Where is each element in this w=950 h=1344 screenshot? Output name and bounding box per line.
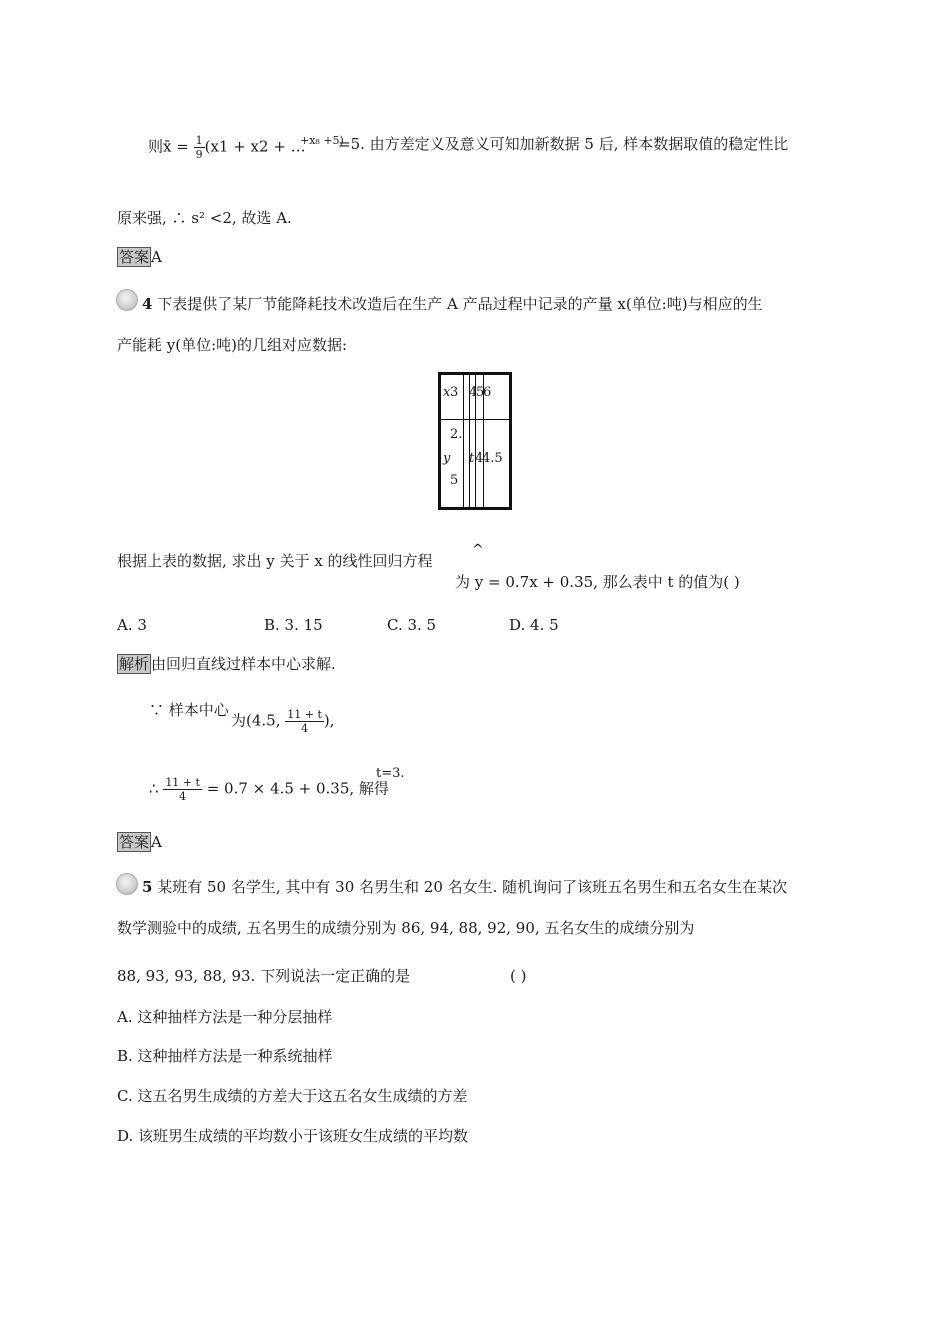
step1-paren-open: (4.5, bbox=[246, 711, 286, 730]
analysis-tag: 解析 bbox=[119, 655, 150, 673]
intro-tail: =5. 由方差定义及意义可知加新数据 5 后, 样本数据取值的稳定性比 bbox=[338, 135, 789, 153]
q4-stem-line1 bbox=[142, 294, 763, 314]
step1-frac-den: 4 bbox=[301, 722, 309, 735]
q5-answer-paren: ( ) bbox=[510, 967, 527, 985]
answer-row-2 bbox=[117, 832, 162, 852]
q4-option-a[interactable]: A. 3 bbox=[117, 616, 147, 634]
step2-fraction bbox=[163, 776, 202, 803]
step1-paren-close: ), bbox=[323, 711, 335, 730]
q5-option-c[interactable]: C. 这五名男生成绩的方差大于这五名女生成绩的方差 bbox=[117, 1087, 468, 1105]
q4-option-c[interactable]: C. 3. 5 bbox=[387, 616, 437, 634]
fraction-one-ninth bbox=[194, 134, 205, 161]
answer-value: A bbox=[151, 248, 162, 266]
table-y-label: y bbox=[443, 451, 451, 466]
q4-regression-formula: 为 y = 0.7x + 0.35, 那么表中 t 的值为( ) bbox=[455, 573, 740, 591]
q5-option-b[interactable]: B. 这种抽样方法是一种系统抽样 bbox=[117, 1047, 333, 1065]
table-x-4: 4 bbox=[469, 385, 478, 400]
q5-stem-text1: 某班有 50 名学生, 其中有 30 名男生和 20 名女生. 随机询问了该班五名男生和五名女生在某次 bbox=[157, 878, 788, 896]
q4-option-b[interactable]: B. 3. 15 bbox=[264, 616, 323, 634]
q4-regression-prefix: 根据上表的数据, 求出 y 关于 x 的线性回归方程 bbox=[117, 552, 433, 570]
q4-step1-line bbox=[231, 708, 335, 735]
q4-step1-prefix: ∵ 样本中心 bbox=[149, 701, 229, 719]
q4-step2-result: t=3. bbox=[376, 766, 405, 781]
q4-number: 4 bbox=[142, 295, 153, 313]
step1-fraction bbox=[285, 708, 324, 735]
table-x-6: 6 bbox=[483, 385, 492, 400]
question-marker-icon-2 bbox=[116, 873, 138, 895]
q4-stem-text1: 下表提供了某厂节能降耗技术改造后在生产 A 产品过程中记录的产量 x(单位:吨)与相应的生 bbox=[157, 295, 763, 313]
q4-option-d[interactable]: D. 4. 5 bbox=[509, 616, 559, 634]
intro-line1 bbox=[148, 134, 306, 161]
frac-den: 9 bbox=[195, 148, 203, 161]
answer-tag: 答案 bbox=[119, 248, 150, 266]
q4-analysis-row bbox=[117, 654, 336, 674]
data-table bbox=[438, 372, 512, 510]
table-x-3: 3 bbox=[450, 385, 459, 400]
q4-step2-line bbox=[149, 776, 389, 803]
step2-equation: = 0.7 × 4.5 + 0.35, 解得 bbox=[201, 779, 389, 798]
step2-frac-num: 11 + t bbox=[165, 776, 200, 789]
step1-mid: 为 bbox=[231, 711, 247, 730]
q5-stem-line3: 88, 93, 93, 88, 93. 下列说法一定正确的是 bbox=[117, 967, 411, 985]
frac-num: 1 bbox=[195, 134, 203, 147]
table-y-4-5: 4.5 bbox=[482, 451, 503, 466]
intro-prefix: 则 bbox=[148, 137, 164, 156]
step2-prefix: ∴ bbox=[149, 779, 164, 798]
table-hline bbox=[441, 419, 509, 420]
answer-value-2: A bbox=[151, 833, 162, 851]
q5-option-d[interactable]: D. 该班男生成绩的平均数小于该班女生成绩的平均数 bbox=[117, 1127, 469, 1145]
table-x-label: x bbox=[443, 385, 451, 400]
q5-stem-line2: 数学测验中的成绩, 五名男生的成绩分别为 86, 94, 88, 92, 90, 五名女生的成绩分别为 bbox=[117, 919, 695, 937]
intro-tail-small: +x₈ +5) bbox=[300, 134, 344, 147]
step2-frac-den: 4 bbox=[179, 790, 187, 803]
answer-row-1 bbox=[117, 247, 162, 267]
table-y-2-bottom: 5 bbox=[450, 473, 459, 488]
regression-hat: ^ bbox=[472, 542, 484, 558]
q4-stem-line2: 产能耗 y(单位:吨)的几组对应数据: bbox=[117, 336, 348, 354]
mean-symbol: x̄ = bbox=[163, 137, 194, 156]
q5-number: 5 bbox=[142, 878, 153, 896]
table-y-2-top: 2. bbox=[450, 427, 463, 442]
answer-tag-2: 答案 bbox=[119, 833, 150, 851]
table-y-4: 4 bbox=[475, 451, 484, 466]
table-y-t: t bbox=[469, 451, 475, 466]
step1-frac-num: 11 + t bbox=[287, 708, 322, 721]
analysis-text: 由回归直线过样本中心求解. bbox=[151, 655, 336, 673]
table-x-5: 5 bbox=[476, 385, 485, 400]
q5-stem-line1 bbox=[142, 877, 787, 897]
intro-line2: 原来强, ∴ s² <2, 故选 A. bbox=[117, 209, 292, 227]
q5-option-a[interactable]: A. 这种抽样方法是一种分层抽样 bbox=[117, 1008, 333, 1026]
table-vline-1 bbox=[463, 375, 464, 507]
sum-terms: (x1 + x2 + … bbox=[204, 137, 306, 156]
question-marker-icon bbox=[116, 289, 138, 311]
